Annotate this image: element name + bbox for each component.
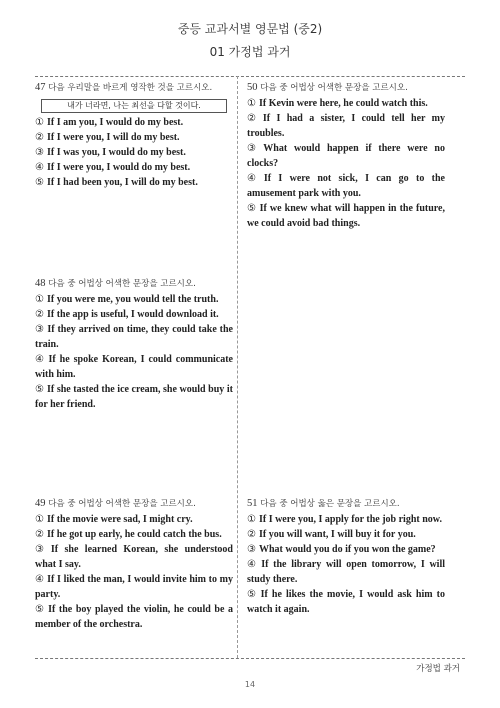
option-text: If she learned Korean, she understood what I say. <box>35 544 233 570</box>
question-number: 47 <box>35 82 46 93</box>
question-prompt <box>247 496 445 512</box>
option-text: If he likes the movie, I would ask him to watch it again. <box>247 589 446 615</box>
option-2[interactable] <box>247 527 445 542</box>
option-2[interactable] <box>247 111 445 141</box>
option-mark: ④ <box>35 354 46 365</box>
question-48 <box>35 276 233 412</box>
question-49 <box>35 496 233 632</box>
option-3[interactable] <box>35 542 233 572</box>
page-number: 14 <box>244 680 256 689</box>
option-mark: ③ <box>247 143 261 154</box>
option-text: If I liked the man, I would invite him to my party. <box>35 574 234 600</box>
option-text: If Kevin were here, he could watch this. <box>258 98 428 109</box>
option-1[interactable] <box>35 292 233 307</box>
option-mark: ⑤ <box>247 203 257 214</box>
option-text: If she tasted the ice cream, she would buy it for her friend. <box>35 384 233 410</box>
option-text: If he spoke Korean, I could communicate with him. <box>35 354 233 380</box>
question-47 <box>35 80 233 190</box>
option-1[interactable] <box>35 512 233 527</box>
bottom-divider <box>35 658 465 659</box>
option-text: If I had a sister, I could tell her my troubles. <box>247 113 446 139</box>
option-text: If you were me, you would tell the truth. <box>46 294 219 305</box>
option-text: If we knew what will happen in the future, we could avoid bad things. <box>247 203 445 229</box>
question-text: 다음 중 어법상 어색한 문장을 고르시오. <box>260 83 408 93</box>
column-divider <box>237 76 238 658</box>
option-mark: ③ <box>35 147 44 158</box>
option-text: If the library will open tomorrow, I will study there. <box>247 559 445 585</box>
option-5[interactable] <box>35 382 233 412</box>
option-4[interactable] <box>35 160 233 175</box>
option-text: What would happen if there were no clocks? <box>247 143 445 169</box>
question-50 <box>247 80 445 231</box>
option-mark: ② <box>247 113 260 124</box>
option-text: If the app is useful, I would download it. <box>46 309 219 320</box>
question-text: 다음 중 어법상 어색한 문장을 고르시오. <box>48 499 196 509</box>
question-text: 다음 중 어법상 옳은 문장을 고르시오. <box>260 499 400 509</box>
option-mark: ① <box>35 117 44 128</box>
question-text: 다음 중 어법상 어색한 문장을 고르시오. <box>48 279 196 289</box>
question-prompt <box>35 496 233 512</box>
option-text: If I had been you, I will do my best. <box>46 177 198 188</box>
option-text: If the movie were sad, I might cry. <box>46 514 193 525</box>
option-1[interactable] <box>247 512 445 527</box>
option-mark: ④ <box>35 162 44 173</box>
option-text: If I were you, I will do my best. <box>46 132 180 143</box>
question-prompt <box>247 80 445 96</box>
option-mark: ② <box>35 529 44 540</box>
question-51 <box>247 496 445 617</box>
option-mark: ⑤ <box>35 604 46 615</box>
option-mark: ④ <box>247 559 259 570</box>
page-header <box>0 20 500 60</box>
option-4[interactable] <box>247 557 445 587</box>
option-4[interactable] <box>35 572 233 602</box>
option-mark: ① <box>35 294 44 305</box>
option-5[interactable] <box>35 175 233 190</box>
top-divider <box>35 76 465 77</box>
page-subtitle: 01 가정법 과거 <box>209 45 291 59</box>
option-2[interactable] <box>35 307 233 322</box>
option-mark: ⑤ <box>35 177 44 188</box>
option-1[interactable] <box>35 115 233 130</box>
question-number: 48 <box>35 278 46 289</box>
option-3[interactable] <box>35 145 233 160</box>
option-5[interactable] <box>247 587 445 617</box>
option-mark: ② <box>247 529 256 540</box>
option-text: If you will want, I will buy it for you. <box>258 529 416 540</box>
korean-sentence-box: 내가 너라면, 나는 최선을 다할 것이다. <box>41 99 227 113</box>
question-prompt <box>35 80 233 96</box>
option-text: If I were you, I apply for the job right now. <box>258 514 442 525</box>
option-mark: ④ <box>247 173 261 184</box>
option-mark: ⑤ <box>247 589 258 600</box>
option-5[interactable] <box>247 201 445 231</box>
option-mark: ② <box>35 132 44 143</box>
option-mark: ③ <box>35 544 48 555</box>
option-text: If I were not sick, I can go to the amusement park with you. <box>247 173 445 199</box>
option-4[interactable] <box>247 171 445 201</box>
option-3[interactable] <box>35 322 233 352</box>
page-title: 중등 교과서별 영문법 (중2) <box>177 22 323 36</box>
option-text: If he got up early, he could catch the bus. <box>46 529 222 540</box>
option-mark: ① <box>247 514 256 525</box>
option-4[interactable] <box>35 352 233 382</box>
question-prompt <box>35 276 233 292</box>
option-3[interactable] <box>247 141 445 171</box>
option-mark: ④ <box>35 574 45 585</box>
option-mark: ⑤ <box>35 384 45 395</box>
question-number: 49 <box>35 498 46 509</box>
option-text: If I am you, I would do my best. <box>46 117 184 128</box>
question-number: 51 <box>247 498 258 509</box>
option-text: If I was you, I would do my best. <box>46 147 186 158</box>
option-text: If the boy played the violin, he could be a member of the orchestra. <box>35 604 233 630</box>
option-5[interactable] <box>35 602 233 632</box>
option-mark: ① <box>35 514 44 525</box>
option-mark: ③ <box>35 324 45 335</box>
option-1[interactable] <box>247 96 445 111</box>
option-text: If I were you, I would do my best. <box>46 162 191 173</box>
question-text: 다음 우리말을 바르게 영작한 것을 고르시오. <box>48 83 213 93</box>
option-2[interactable] <box>35 130 233 145</box>
option-2[interactable] <box>35 527 233 542</box>
option-mark: ③ <box>247 544 256 555</box>
option-text: If they arrived on time, they could take the train. <box>35 324 233 350</box>
option-text: What would you do if you won the game? <box>258 544 436 555</box>
question-number: 50 <box>247 82 258 93</box>
option-mark: ② <box>35 309 44 320</box>
option-mark: ① <box>247 98 256 109</box>
option-3[interactable] <box>247 542 445 557</box>
footer-section-label: 가정법 과거 <box>416 664 460 674</box>
